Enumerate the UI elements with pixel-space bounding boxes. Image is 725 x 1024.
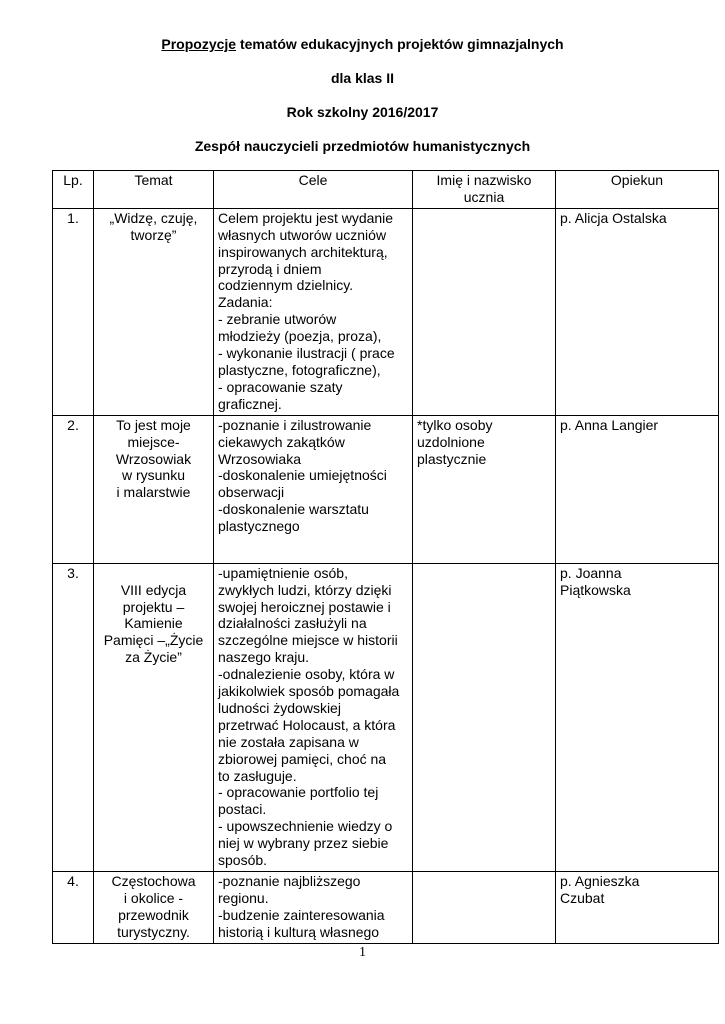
cell-text-line: - wykonanie ilustracji ( prace <box>218 345 395 362</box>
cell-text-line: p. Joanna <box>560 564 622 581</box>
cell-text-line: To jest moje <box>116 416 191 433</box>
cell-text-line: to zasługuje. <box>218 767 297 784</box>
cell-text-line: -poznanie i zilustrowanie <box>218 416 372 433</box>
table-row <box>53 872 719 944</box>
cell-text-line: młodzieży (poezja, proza), <box>218 328 382 345</box>
cell-text-line: przewodnik <box>118 906 189 923</box>
row-supervisor-cell <box>556 415 719 563</box>
cell-text-line: własnych utworów uczniów <box>218 226 387 243</box>
row-goals-cell <box>214 872 413 944</box>
cell-text-line: niej w wybrany przez siebie <box>218 835 389 852</box>
cell-text-line: codziennym dzielnicy. <box>218 277 354 294</box>
cell-text-line: Częstochowa <box>111 873 196 889</box>
class-line: dla klas II <box>330 70 395 86</box>
table-row <box>53 415 719 563</box>
cell-text-line <box>98 565 209 582</box>
row-goals-cell <box>214 208 413 415</box>
cell-text-line: p. Anna Langier <box>560 416 659 433</box>
row-student-cell <box>413 208 556 415</box>
cell-text-line: -budzenie zainteresowania <box>218 906 385 923</box>
cell-text-line: tworzę” <box>130 226 177 243</box>
year-line: Rok szkolny 2016/2017 <box>286 104 439 120</box>
cell-text-line: Czubat <box>560 889 605 906</box>
cell-text-line: działalności zasłużyli na <box>218 615 367 632</box>
header-goals: Cele <box>214 171 413 209</box>
page-number: 1 <box>359 945 366 960</box>
cell-text-line: *tylko osoby <box>417 416 493 433</box>
cell-text-line: „Widzę, czuję, <box>109 209 198 226</box>
header-student: Imię i nazwisko ucznia <box>413 171 556 209</box>
cell-text-line: graficznej. <box>218 395 282 412</box>
title-underlined-word: Propozycje <box>161 36 237 52</box>
cell-text-line: historią i kulturą własnego <box>218 923 380 940</box>
row-goals-cell <box>214 415 413 563</box>
cell-text-line: regionu. <box>218 889 269 906</box>
cell-text-line: p. Alicja Ostalska <box>560 209 667 226</box>
cell-text-line: postaci. <box>218 801 267 818</box>
cell-text-line: Zadania: <box>218 294 273 311</box>
cell-text-line: sposób. <box>218 852 268 869</box>
row-goals-cell <box>214 563 413 871</box>
cell-text-line: - opracowanie szaty <box>218 378 343 395</box>
row-topic-cell <box>94 208 214 415</box>
row-student-cell <box>413 415 556 563</box>
cell-text-line: p. Agnieszka <box>560 873 640 889</box>
cell-text-line: plastyczne, fotograficzne), <box>218 361 381 378</box>
cell-text-line: turystyczny. <box>117 923 190 940</box>
cell-text-line: - zebranie utworów <box>218 311 337 328</box>
table-row <box>53 563 719 871</box>
table-row <box>53 208 719 415</box>
cell-text-line: naszego kraju. <box>218 649 310 666</box>
cell-text-line: miejsce- <box>127 433 180 450</box>
row-lp-cell: 1. <box>53 208 94 415</box>
cell-text-line: Pamięci –„Życie <box>103 632 204 649</box>
row-topic-cell <box>94 415 214 563</box>
cell-text-line: ludności żydowskiej <box>218 699 341 716</box>
cell-text-line: Piątkowska <box>560 581 631 598</box>
cell-text-line: -doskonalenie umiejętności <box>218 467 387 484</box>
row-lp-cell: 2. <box>53 415 94 563</box>
cell-text-line: - upowszechnienie wiedzy o <box>218 818 393 835</box>
document-title <box>0 36 725 53</box>
projects-table <box>52 170 719 944</box>
cell-text-line: -upamiętnienie osób, <box>218 564 348 581</box>
team-line: Zespół nauczycieli przedmiotów humanistycznych <box>194 138 531 154</box>
cell-text-line: jakikolwiek sposób pomagała <box>218 683 400 700</box>
cell-text-line: projektu – <box>122 598 185 615</box>
cell-text-line: uzdolnione <box>417 433 485 450</box>
cell-text-line: w rysunku <box>121 467 186 484</box>
cell-text-line: plastycznie <box>417 450 487 467</box>
cell-text-line: zwykłych ludzi, którzy dzięki <box>218 581 392 598</box>
cell-text-line: przyrodą i dniem <box>218 260 322 277</box>
row-supervisor-cell <box>556 208 719 415</box>
cell-text-line: Wrzosowiaka <box>218 450 301 467</box>
row-student-cell <box>413 563 556 871</box>
header-lp: Lp. <box>53 171 94 209</box>
cell-text-line: inspirowanych architekturą, <box>218 243 388 260</box>
cell-text-line: przetrwać Holocaust, a która <box>218 716 396 733</box>
cell-text-line: - opracowanie portfolio tej <box>218 784 379 801</box>
cell-text-line: swojej heroicznej postawie i <box>218 598 391 615</box>
row-student-cell <box>413 872 556 944</box>
cell-text-line: ciekawych zakątków <box>218 433 345 450</box>
row-supervisor-cell <box>556 563 719 871</box>
table-header-row <box>53 171 719 209</box>
cell-text-line: -doskonalenie warsztatu <box>218 501 369 518</box>
title-rest: tematów edukacyjnych projektów gimnazjalnych <box>236 36 564 52</box>
cell-text-line: obserwacji <box>218 484 285 501</box>
cell-text-line: -odnalezienie osoby, która w <box>218 666 395 683</box>
cell-text-line: Celem projektu jest wydanie <box>218 209 394 226</box>
header-supervisor: Opiekun <box>556 171 719 209</box>
cell-text-line: szczególne miejsce w historii <box>218 632 398 649</box>
cell-text-line: VIII edycja <box>120 581 187 598</box>
cell-text-line: zbiorowej pamięci, choć na <box>218 750 387 767</box>
row-lp-cell: 3. <box>53 563 94 871</box>
row-topic-cell <box>94 563 214 871</box>
header-topic: Temat <box>94 171 214 209</box>
cell-text-line: Kamienie <box>124 615 183 632</box>
row-topic-cell <box>94 872 214 944</box>
cell-text-line: plastycznego <box>218 518 300 535</box>
cell-text-line: nie została zapisana w <box>218 733 359 750</box>
row-supervisor-cell <box>556 872 719 944</box>
cell-text-line: Wrzosowiak <box>115 450 192 467</box>
row-lp-cell: 4. <box>53 872 94 944</box>
cell-text-line: -poznanie najbliższego <box>218 873 361 889</box>
cell-text-line: i okolice - <box>123 889 184 906</box>
cell-text-line: za Życie” <box>125 649 182 666</box>
cell-text-line: i malarstwie <box>116 484 191 501</box>
